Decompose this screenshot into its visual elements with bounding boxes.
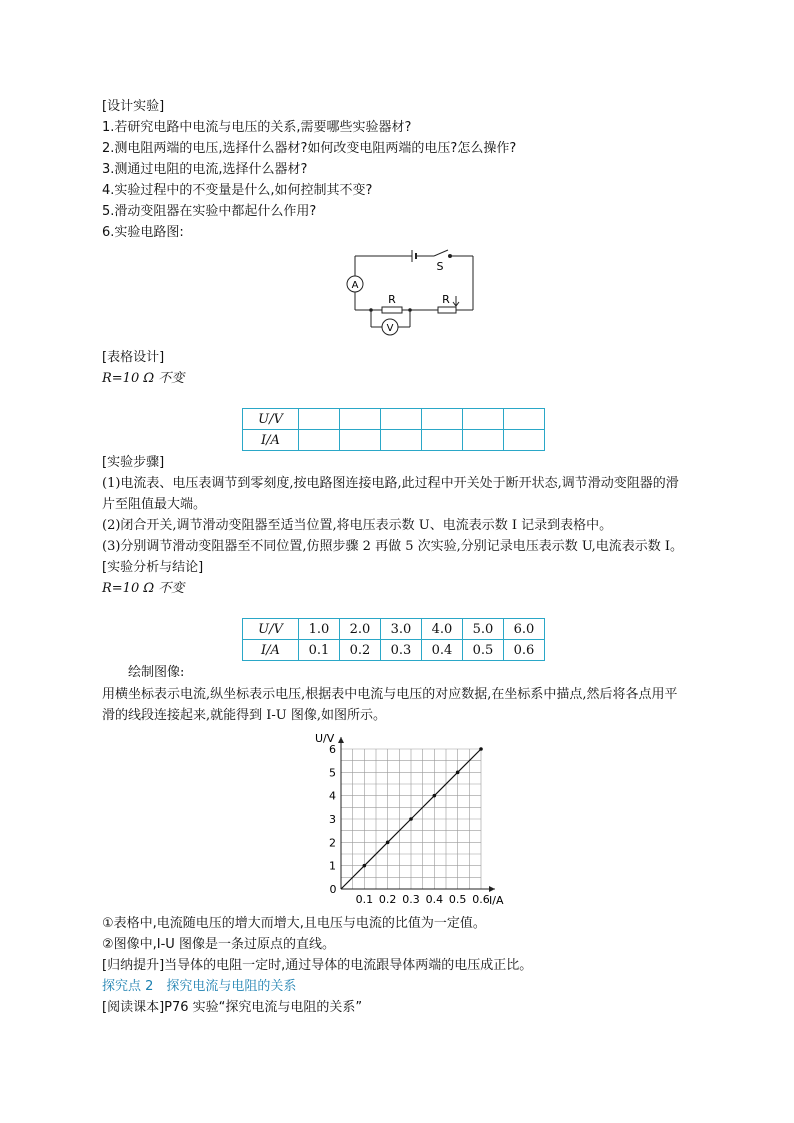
draw-label: 绘制图像: bbox=[128, 665, 185, 680]
x-tick-label: 0.2 bbox=[378, 893, 397, 906]
y-axis-label: U/V bbox=[315, 732, 335, 745]
table-cell bbox=[299, 409, 340, 430]
row-i-label: I/A bbox=[243, 430, 299, 451]
resistor bbox=[382, 307, 402, 313]
y-tick-label: 1 bbox=[329, 859, 336, 873]
y-tick-label: 5 bbox=[329, 766, 336, 780]
ammeter-label: A bbox=[351, 280, 359, 291]
table-cell bbox=[381, 409, 422, 430]
iu-chart bbox=[305, 728, 515, 908]
table-cell bbox=[463, 430, 504, 451]
table-cell bbox=[299, 430, 340, 451]
rheostat-label: R bbox=[442, 293, 450, 306]
x-tick-label: 0.4 bbox=[425, 893, 444, 906]
data-point bbox=[433, 794, 437, 798]
data-point bbox=[479, 747, 483, 751]
design-question-4: 4.实验过程中的不变量是什么,如何控制其不变? bbox=[102, 183, 373, 198]
i-value: 0.5 bbox=[463, 640, 504, 661]
i-value: 0.1 bbox=[299, 640, 340, 661]
table-row bbox=[243, 619, 545, 640]
summary: [归纳提升]当导体的电阻一定时,通过导体的电流跟导体两端的电压成正比。 bbox=[102, 958, 533, 973]
design-question-1: 1.若研究电路中电流与电压的关系,需要哪些实验器材? bbox=[102, 120, 412, 135]
table-cell bbox=[422, 409, 463, 430]
resistor-label: R bbox=[388, 293, 396, 306]
table-row bbox=[243, 430, 545, 451]
switch-label: S bbox=[436, 260, 444, 273]
x-tick-label: 0.5 bbox=[448, 893, 467, 906]
design-question-2: 2.测电阻两端的电压,选择什么器材?如何改变电阻两端的电压?怎么操作? bbox=[102, 141, 517, 156]
u-value: 2.0 bbox=[340, 619, 381, 640]
row-u-label: U/V bbox=[243, 409, 299, 430]
y-tick-label: 3 bbox=[329, 813, 336, 826]
steps-heading: [实验步骤] bbox=[102, 455, 165, 470]
circuit-diagram bbox=[340, 240, 480, 345]
i-value: 0.2 bbox=[340, 640, 381, 661]
table-design-heading: [表格设计] bbox=[102, 350, 165, 365]
analysis-heading: [实验分析与结论] bbox=[102, 560, 204, 575]
table-cell bbox=[340, 430, 381, 451]
step-1-line-b: 片至阻值最大端。 bbox=[102, 497, 207, 512]
table-cell bbox=[504, 409, 545, 430]
switch-lever bbox=[434, 250, 448, 256]
analysis-condition: R=10 Ω 不变 bbox=[102, 581, 185, 596]
step-3: (3)分别调节滑动变阻器至不同位置,仿照步骤 2 再做 5 次实验,分别记录电压表示数 U,电流表示数 I。 bbox=[102, 539, 684, 554]
table-cell bbox=[463, 409, 504, 430]
junction-dot bbox=[369, 308, 373, 312]
voltmeter-label: V bbox=[386, 323, 394, 334]
table-row bbox=[243, 409, 545, 430]
x-tick-label: 0.3 bbox=[402, 893, 420, 906]
row-i-label: I/A bbox=[243, 640, 299, 661]
step-2: (2)闭合开关,调节滑动变阻器至适当位置,将电压表示数 U、电流表示数 I 记录到表格中。 bbox=[102, 518, 613, 533]
data-point bbox=[409, 817, 413, 821]
draw-text-a: 用横坐标表示电流,纵坐标表示电压,根据表中电流与电压的对应数据,在坐标系中描点,然后将各点用平 bbox=[102, 687, 678, 702]
y-tick-label: 6 bbox=[329, 743, 336, 756]
junction-dot bbox=[408, 308, 412, 312]
y-axis-arrow bbox=[338, 737, 344, 743]
u-value: 1.0 bbox=[299, 619, 340, 640]
step-1-line-a: (1)电流表、电压表调节到零刻度,按电路图连接电路,此过程中开关处于断开状态,调节滑动变阻器的滑 bbox=[102, 476, 679, 491]
design-question-3: 3.测通过电阻的电流,选择什么器材? bbox=[102, 162, 308, 177]
u-value: 6.0 bbox=[504, 619, 545, 640]
u-value: 4.0 bbox=[422, 619, 463, 640]
table-cell bbox=[504, 430, 545, 451]
i-value: 0.6 bbox=[504, 640, 545, 661]
table-cell bbox=[381, 430, 422, 451]
x-axis-arrow bbox=[489, 886, 495, 892]
u-value: 5.0 bbox=[463, 619, 504, 640]
i-value: 0.3 bbox=[381, 640, 422, 661]
design-question-6: 6.实验电路图: bbox=[102, 225, 184, 240]
conclusion-1: ①表格中,电流随电压的增大而增大,且电压与电流的比值为一定值。 bbox=[102, 916, 486, 931]
y-tick-label: 2 bbox=[329, 836, 336, 850]
data-point bbox=[386, 841, 390, 845]
table-cell bbox=[340, 409, 381, 430]
result-table bbox=[242, 618, 545, 661]
data-point bbox=[363, 864, 367, 868]
table-row bbox=[243, 640, 545, 661]
origin-label: 0 bbox=[329, 883, 337, 896]
x-tick-label: 0.1 bbox=[355, 893, 374, 906]
explore-point-2: 探究点 2 探究电流与电阻的关系 bbox=[102, 979, 297, 994]
reading-note: [阅读课本]P76 实验“探究电流与电阻的关系” bbox=[102, 1000, 363, 1015]
table-cell bbox=[422, 430, 463, 451]
rheostat bbox=[438, 307, 456, 313]
i-value: 0.4 bbox=[422, 640, 463, 661]
u-value: 3.0 bbox=[381, 619, 422, 640]
design-heading: [设计实验] bbox=[102, 99, 165, 114]
data-point bbox=[456, 771, 460, 775]
table-design-condition: R=10 Ω 不变 bbox=[102, 371, 185, 386]
y-tick-label: 4 bbox=[329, 789, 336, 803]
design-question-5: 5.滑动变阻器在实验中都起什么作用? bbox=[102, 204, 317, 219]
x-axis-label: I/A bbox=[489, 894, 504, 907]
draw-text-b: 滑的线段连接起来,就能得到 I-U 图像,如图所示。 bbox=[102, 708, 387, 723]
row-u-label: U/V bbox=[243, 619, 299, 640]
x-tick-label: 0.6 bbox=[472, 893, 490, 906]
empty-record-table bbox=[242, 408, 545, 451]
conclusion-2: ②图像中,I-U 图像是一条过原点的直线。 bbox=[102, 937, 335, 952]
